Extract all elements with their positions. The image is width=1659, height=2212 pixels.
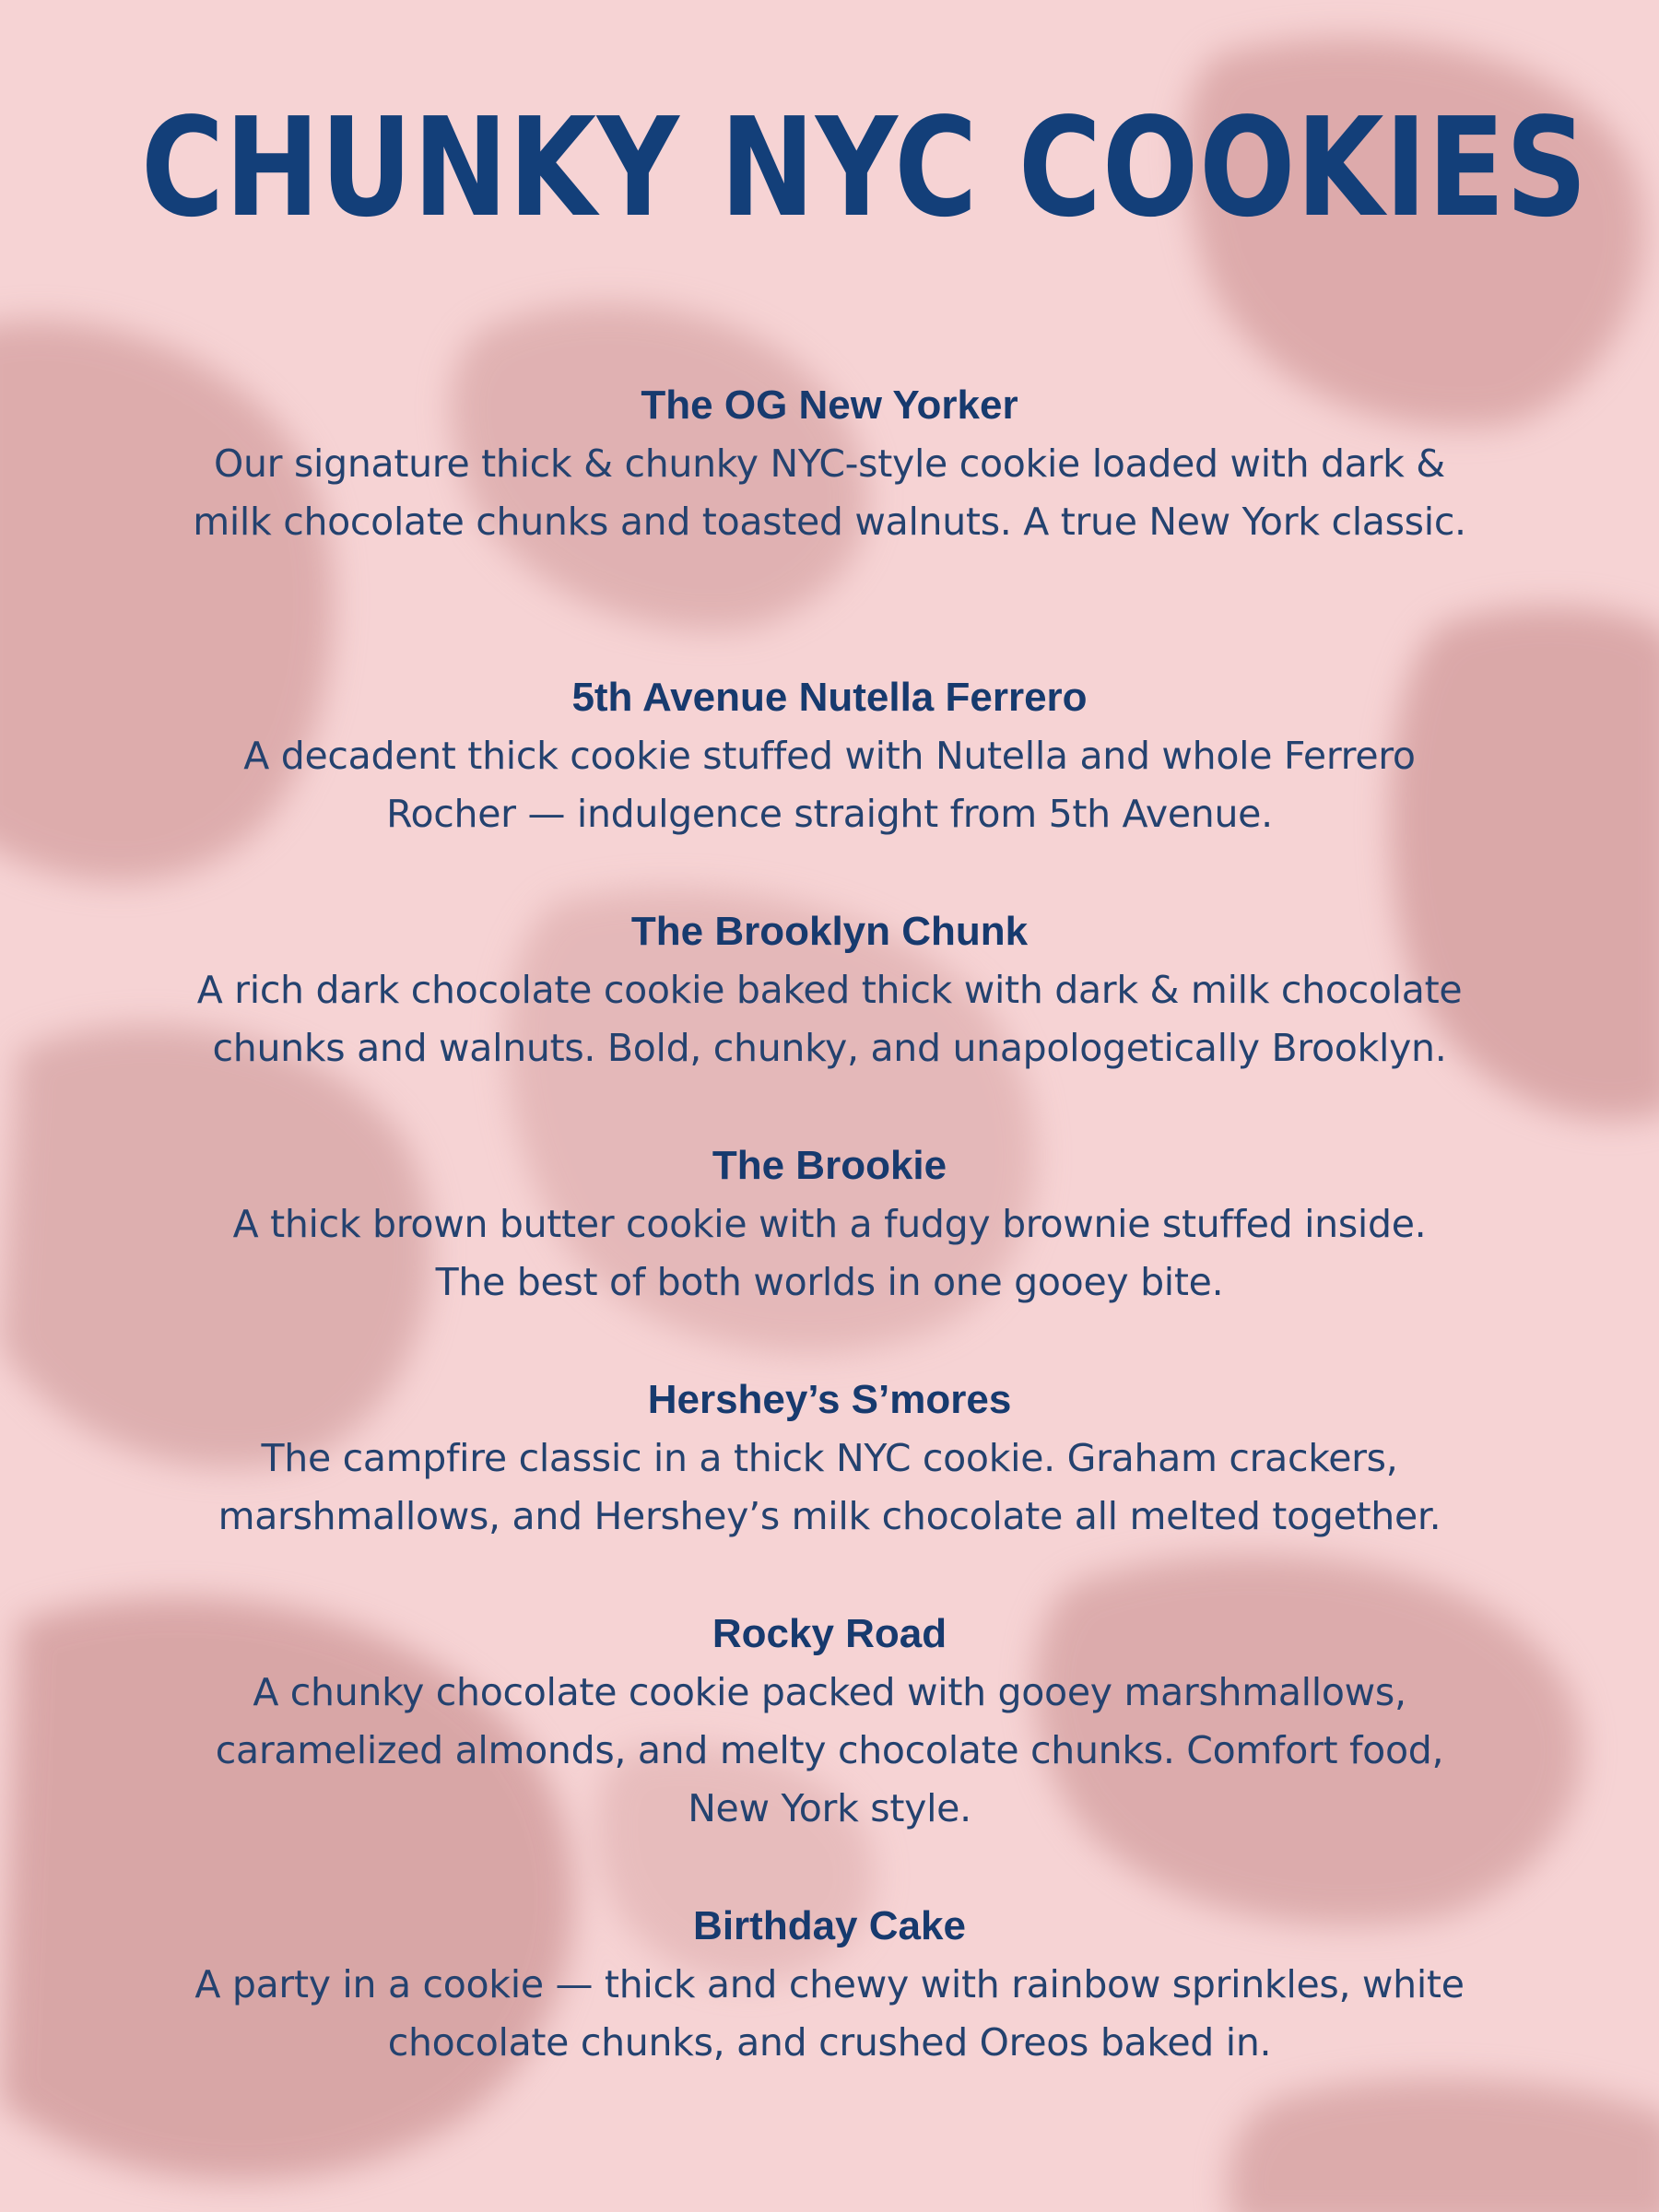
cookie-description-line: caramelized almonds, and melty chocolate chunks. Comfort food, xyxy=(215,1728,1444,1772)
cookie-description-line: Our signature thick & chunky NYC-style cookie loaded with dark & xyxy=(214,441,1445,486)
cookie-description-line: A thick brown butter cookie with a fudgy brownie stuffed inside. xyxy=(232,1202,1427,1246)
cookie-description-line: New York style. xyxy=(688,1786,971,1830)
cookie-name: The Brooklyn Chunk xyxy=(630,909,1029,954)
cookie-description-line: The best of both worlds in one gooey bite. xyxy=(435,1260,1224,1304)
cookie-name: The Brookie xyxy=(712,1143,947,1188)
menu-item xyxy=(92,376,1567,551)
cookie-name: The OG New Yorker xyxy=(641,382,1018,428)
menu-item xyxy=(92,668,1567,843)
menu-item xyxy=(92,1136,1567,1312)
cookie-description-line: A party in a cookie — thick and chewy with rainbow sprinkles, white xyxy=(194,1962,1465,2006)
menu-item xyxy=(92,1897,1567,2072)
cookie-description-line: chunks and walnuts. Bold, chunky, and unapologetically Brooklyn. xyxy=(212,1026,1447,1070)
cookie-description-line: marshmallows, and Hershey’s milk chocolate all melted together. xyxy=(218,1494,1441,1538)
cookie-description-line: milk chocolate chunks and toasted walnuts. A true New York classic. xyxy=(193,500,1466,544)
cookie-description-line: Rocher — indulgence straight from 5th Avenue. xyxy=(386,792,1273,836)
cookie-description-line: The campfire classic in a thick NYC cookie. Graham crackers, xyxy=(261,1436,1398,1480)
cookie-description-line: A decadent thick cookie stuffed with Nutella and whole Ferrero xyxy=(243,734,1416,778)
cookie-name: 5th Avenue Nutella Ferrero xyxy=(571,675,1088,720)
cookie-description-line: A rich dark chocolate cookie baked thick with dark & milk chocolate xyxy=(196,968,1463,1012)
cookie-name: Hershey’s S’mores xyxy=(647,1377,1012,1422)
menu-item xyxy=(92,902,1567,1077)
cookie-name: Rocky Road xyxy=(712,1611,947,1656)
cookie-name: Birthday Cake xyxy=(693,1903,966,1948)
menu-item xyxy=(92,1371,1567,1546)
menu-item xyxy=(92,1605,1567,1838)
menu-title: CHUNKY NYC COOKIES xyxy=(141,88,1588,247)
cookie-description-line: A chunky chocolate cookie packed with gooey marshmallows, xyxy=(253,1670,1406,1714)
cookie-description-line: chocolate chunks, and crushed Oreos baked in. xyxy=(387,2020,1272,2065)
